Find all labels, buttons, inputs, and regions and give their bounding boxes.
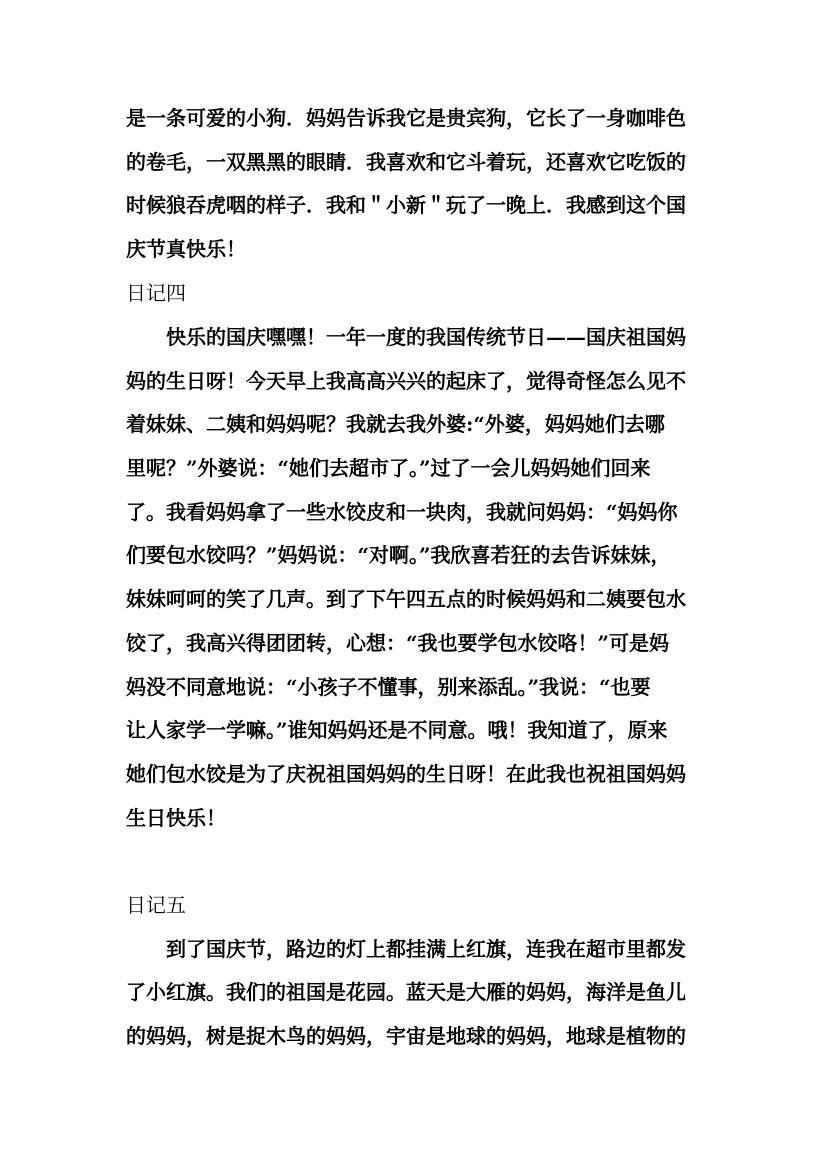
text-line: 妹妹呵呵的笑了几声。到了下午四五点的时候妈妈和二姨要包水 [126, 587, 686, 611]
text-line: 饺了，我高兴得团团转，心想：“我也要学包水饺咯！”可是妈 [126, 631, 670, 655]
text-line: 生日快乐！ [126, 806, 226, 830]
text-line: 妈没不同意地说：“小孩子不懂事，别来添乱。”我说：“也要 [126, 675, 651, 699]
diary4-heading: 日记四 [126, 281, 186, 305]
text-line: 着妹妹、二姨和妈妈呢？我就去我外婆:“外婆，妈妈她们去哪 [126, 412, 665, 436]
text-line: 时候狼吞虎咽的样子．我和＂小新＂玩了一晚上．我感到这个国 [126, 193, 686, 217]
diary5-heading: 日记五 [126, 893, 186, 917]
text-line: 是一条可爱的小狗．妈妈告诉我它是贵宾狗，它长了一身咖啡色 [126, 106, 686, 130]
text-line: 快乐的国庆嘿嘿！一年一度的我国传统节日——国庆祖国妈 [166, 325, 686, 349]
text-line: 了。我看妈妈拿了一些水饺皮和一块肉，我就问妈妈：“妈妈你 [126, 500, 678, 524]
text-line: 到了国庆节，路边的灯上都挂满上红旗，连我在超市里都发 [166, 937, 686, 961]
text-line: 们要包水饺吗？”妈妈说：“对啊。”我欣喜若狂的去告诉妹妹， [126, 543, 671, 567]
text-line: 的妈妈，树是捉木鸟的妈妈，宇宙是地球的妈妈，地球是植物的 [126, 1024, 686, 1048]
text-line: 里呢？”外婆说：“她们去超市了。”过了一会儿妈妈她们回来 [126, 456, 651, 480]
text-line: 妈的生日呀！今天早上我高高兴兴的起床了，觉得奇怪怎么见不 [126, 369, 686, 393]
text-line: 的卷毛，一双黑黑的眼睛．我喜欢和它斗着玩，还喜欢它吃饭的 [126, 150, 686, 174]
text-line: 她们包水饺是为了庆祝祖国妈妈的生日呀！在此我也祝祖国妈妈 [126, 762, 686, 786]
text-line: 庆节真快乐！ [126, 237, 246, 261]
text-line: 让人家学一学嘛。”谁知妈妈还是不同意。哦！我知道了，原来 [126, 718, 668, 742]
text-line: 了小红旗。我们的祖国是花园。蓝天是大雁的妈妈，海洋是鱼儿 [126, 980, 686, 1004]
